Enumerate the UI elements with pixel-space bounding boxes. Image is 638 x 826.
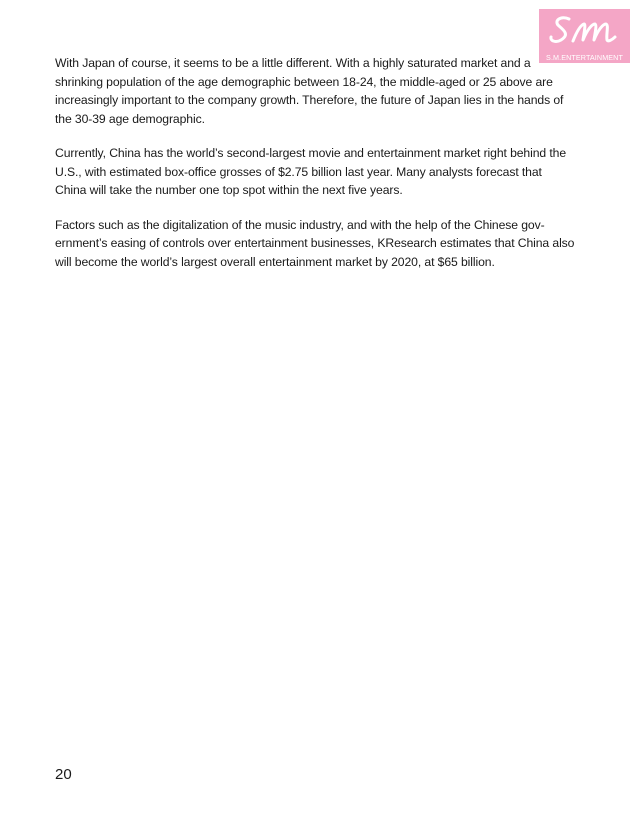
paragraph-japan: With Japan of course, it seems to be a little different. With a highly saturated market and a shrinking population of the age demographic between 18-24, the middle-aged or 25 above are increasingly important to the company growth. Therefore, the future of Japan lies in the hands of the 30-39 age demographic. bbox=[55, 56, 564, 126]
paragraph-china-market: Currently, China has the world’s second-largest movie and entertainment market right behind the U.S., with estimated box-office grosses of $2.75 billion last year. Many analysts forecast that China will take the number one top spot within the next five years. bbox=[55, 146, 566, 197]
article-body bbox=[55, 54, 575, 287]
page-number: 20 bbox=[55, 766, 72, 783]
logo-caption: S.M.ENTERTAINMENT bbox=[546, 53, 623, 62]
paragraph-entertainment-forecast: Factors such as the digitalization of the music industry, and with the help of the Chinese gov- ernment’s easing of controls over entertainment businesses, KResearch estimates that China also will become the world’s largest overall entertainment market by 2020, at $65 billion. bbox=[55, 217, 575, 269]
sm-monogram-icon bbox=[539, 9, 630, 53]
